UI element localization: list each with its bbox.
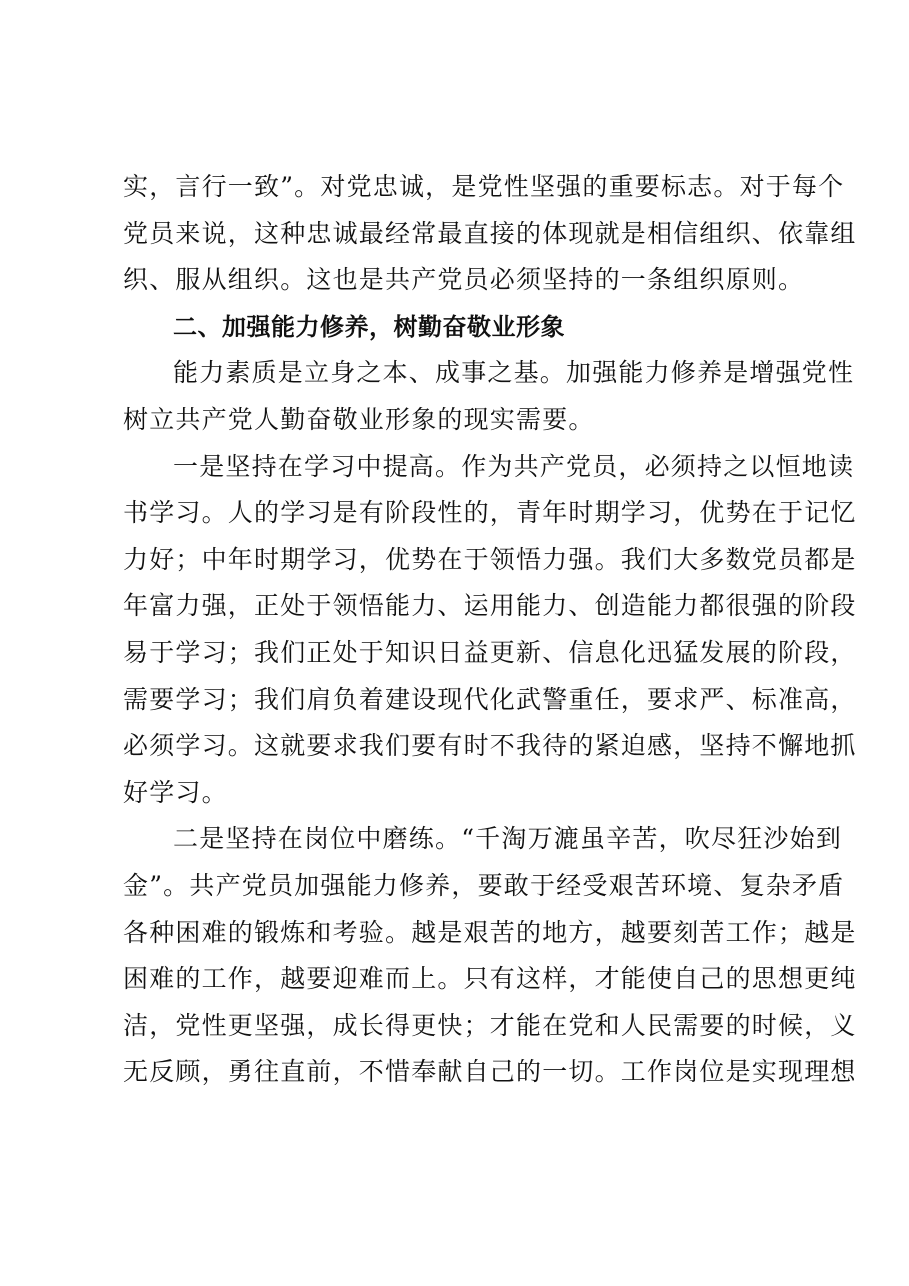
- text-line: 洁，党性更坚强，成长得更快；才能在党和人民需要的时候，义: [123, 1010, 857, 1040]
- text-line: 二是坚持在岗位中磨练。“千淘万漉虽辛苦，吹尽狂沙始到: [173, 824, 842, 854]
- text-line: 易于学习；我们正处于知识日益更新、信息化迅猛发展的阶段，: [123, 637, 857, 667]
- text-line: 党员来说，这种忠诚最经常最直接的体现就是相信组织、依靠组: [123, 218, 857, 248]
- text-line: 织、服从组织。这也是共产党员必须坚持的一条组织原则。: [123, 265, 805, 295]
- text-line: 必须学习。这就要求我们要有时不我待的紧迫感，坚持不懈地抓: [123, 731, 857, 761]
- text-line: 能力素质是立身之本、成事之基。加强能力修养是增强党性: [173, 358, 855, 388]
- paragraph: [123, 350, 855, 443]
- text-line: 困难的工作，越要迎难而上。只有这样，才能使自己的思想更纯: [123, 964, 857, 994]
- text-line: 年富力强，正处于领悟能力、运用能力、创造能力都很强的阶段: [123, 591, 857, 621]
- paragraph: [123, 816, 857, 1096]
- section-heading-text: 二、加强能力修养，树勤奋敬业形象: [173, 312, 565, 341]
- text-line: 实，言行一致”。对党忠诚，是党性坚强的重要标志。对于每个: [123, 172, 845, 201]
- text-line: 力好；中年时期学习，优势在于领悟力强。我们大多数党员都是: [123, 544, 857, 574]
- text-line: 一是坚持在学习中提高。作为共产党员，必须持之以恒地读: [173, 451, 855, 481]
- paragraph: [123, 444, 857, 817]
- text-line: 各种困难的锻炼和考验。越是艰苦的地方，越要刻苦工作；越是: [123, 917, 857, 947]
- document-body: [123, 164, 857, 1096]
- paragraph-continuation: [123, 164, 857, 304]
- section-heading: [123, 304, 813, 351]
- text-line: 书学习。人的学习是有阶段性的，青年时期学习，优势在于记忆: [123, 498, 857, 528]
- text-line: 需要学习；我们肩负着建设现代化武警重任，要求严、标准高，: [123, 684, 857, 714]
- text-line: 树立共产党人勤奋敬业形象的现实需要。: [123, 404, 595, 434]
- text-line: 无反顾，勇往直前，不惜奉献自己的一切。工作岗位是实现理想: [123, 1057, 857, 1087]
- text-line: 金”。共产党员加强能力修养，要敢于经受艰苦环境、复杂矛盾: [123, 870, 845, 900]
- text-line: 好学习。: [123, 777, 228, 807]
